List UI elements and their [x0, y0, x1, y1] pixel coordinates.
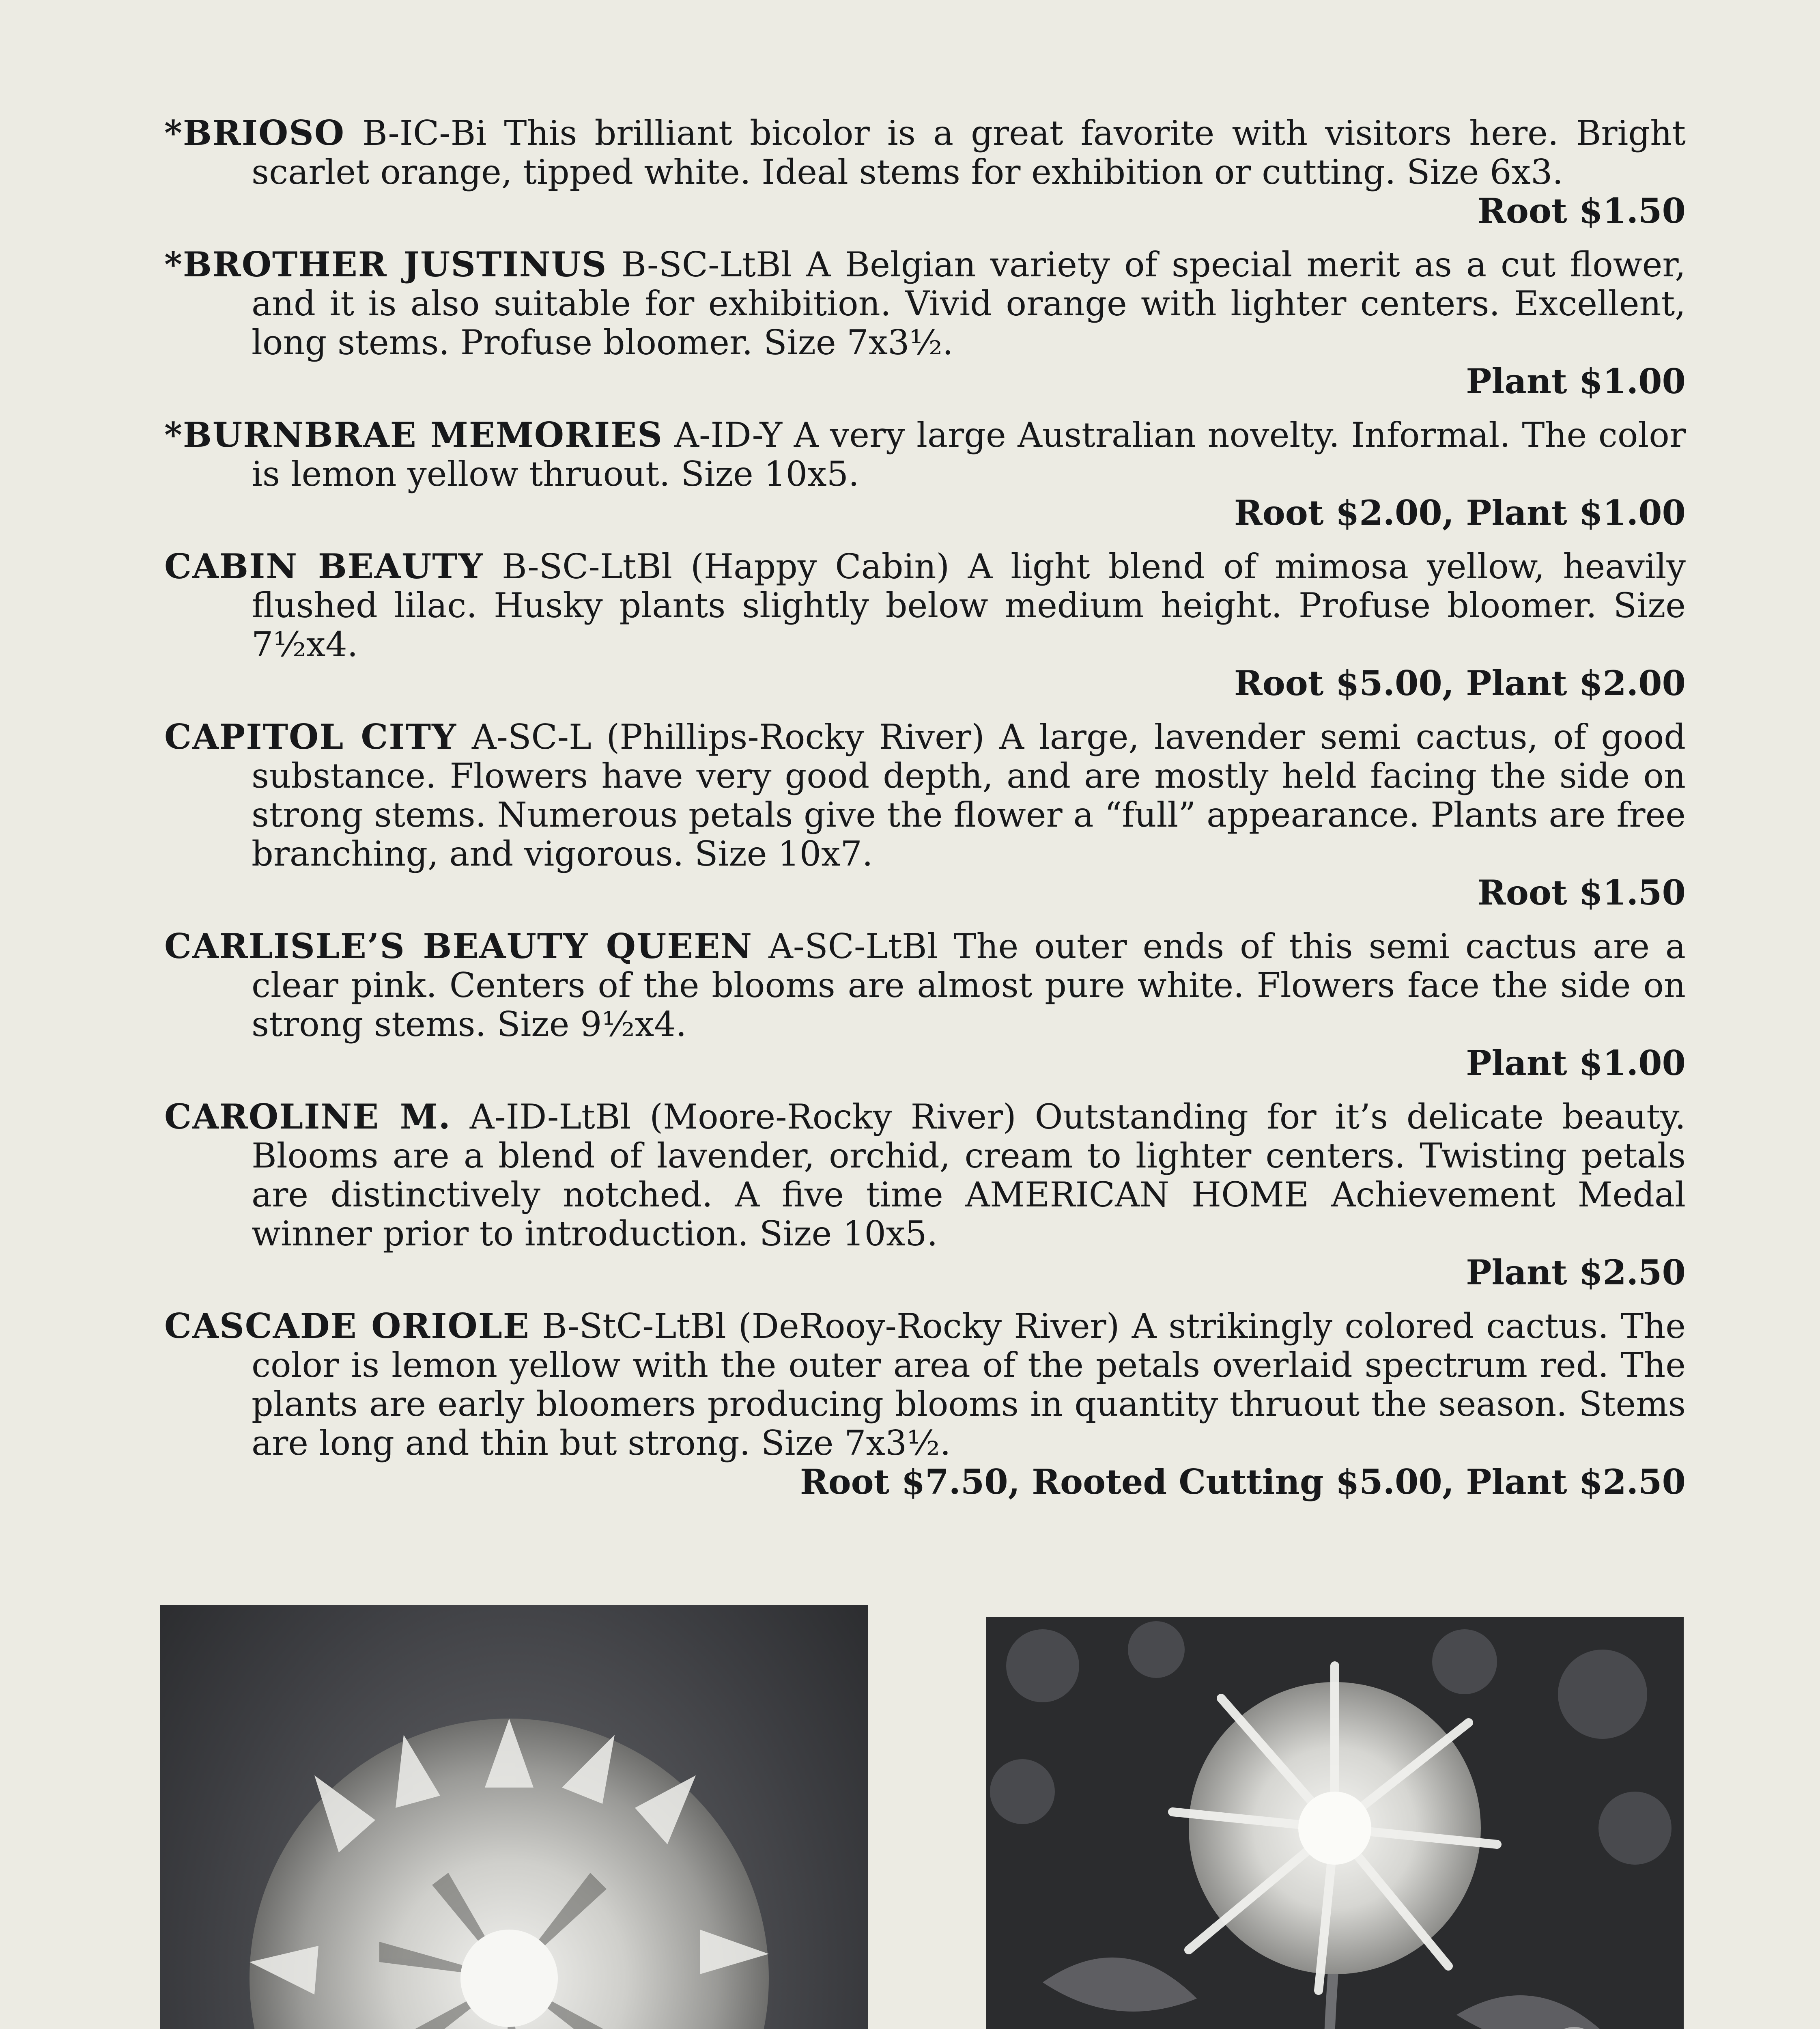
entry-name: *BROTHER JUSTINUS [164, 244, 607, 284]
dahlia-entry [164, 1307, 1686, 1501]
entry-price: Root $1.50 [1478, 872, 1686, 913]
entry-description: A-ID-LtBl (Moore-Rocky River) Outstanding for it’s delicate beauty. Blooms are a blend of lavender, orchid, cream to lighter centers. Twisting petals are distinctively notched. A five time AMERICAN HOME Achievement Medal winner prior to introduction. Size 10x5. [252, 1097, 1686, 1254]
entry-description: A-SC-LtBl The outer ends of this semi cactus are a clear pink. Centers of the blooms are almost pure white. Flowers face the side on strong stems. Size 9½x4. [252, 926, 1686, 1044]
entry-price: Root $7.50, Rooted Cutting $5.00, Plant $2.50 [800, 1462, 1686, 1502]
dahlia-entry [164, 245, 1686, 401]
dahlia-entry [164, 1097, 1686, 1292]
dahlia-entry [164, 717, 1686, 912]
entry-description: B-SC-LtBl A Belgian variety of special merit as a cut flower, and it is also suitable for exhibition. Vivid orange with lighter centers. Excellent, long stems. Profuse bloomer. Size 7x3½. [252, 245, 1686, 362]
entry-name: *BRIOSO [164, 113, 345, 153]
entry-price: Root $5.00, Plant $2.00 [1234, 663, 1686, 703]
dahlia-garden-image [986, 1617, 1684, 2029]
entry-name: CAROLINE M. [164, 1096, 451, 1137]
caroline-m-photo [160, 1605, 868, 2029]
entry-price: Plant $1.00 [1466, 361, 1686, 401]
entry-price: Root $1.50 [1478, 191, 1686, 231]
entry-description: B-StC-LtBl (DeRooy-Rocky River) A strikingly colored cactus. The color is lemon yellow with the outer area of the petals overlaid spectrum red. The plants are early bloomers producing blooms in quantity thruout the season. Stems are long and thin but strong. Size 7x3½. [252, 1306, 1686, 1463]
dahlia-flower-image [160, 1605, 868, 2029]
entry-name: CARLISLE’S BEAUTY QUEEN [164, 926, 753, 966]
dahlia-entry [164, 927, 1686, 1083]
entry-name: CAPITOL CITY [164, 717, 457, 757]
entry-price: Plant $1.00 [1466, 1043, 1686, 1083]
entry-description: A-SC-L (Phillips-Rocky River) A large, lavender semi cactus, of good substance. Flowers have very good depth, and are mostly held facing the side on strong stems. Numerous petals give the flower a “full” appearance. Plants are free branching, and vigorous. Size 10x7. [252, 717, 1686, 874]
dahlia-entry-list [164, 114, 1686, 1516]
dahlia-entry [164, 416, 1686, 532]
dahlia-entry [164, 547, 1686, 703]
cascade-oriole-photo [986, 1617, 1684, 2029]
entry-price: Plant $2.50 [1466, 1252, 1686, 1292]
entry-description: A-ID-Y A very large Australian novelty. Informal. The color is lemon yellow thruout. Size 10x5. [252, 415, 1686, 494]
entry-name: *BURNBRAE MEMORIES [164, 415, 663, 455]
dahlia-entry [164, 114, 1686, 230]
entry-description: B-IC-Bi This brilliant bicolor is a great favorite with visitors here. Bright scarlet orange, tipped white. Ideal stems for exhibition or cutting. Size 6x3. [252, 113, 1686, 192]
entry-name: CASCADE ORIOLE [164, 1306, 530, 1346]
entry-description: B-SC-LtBl (Happy Cabin) A light blend of mimosa yellow, heavily flushed lilac. Husky plants slightly below medium height. Profuse bloomer. Size 7½x4. [252, 547, 1686, 664]
entry-name: CABIN BEAUTY [164, 546, 484, 586]
entry-price: Root $2.00, Plant $1.00 [1234, 493, 1686, 533]
